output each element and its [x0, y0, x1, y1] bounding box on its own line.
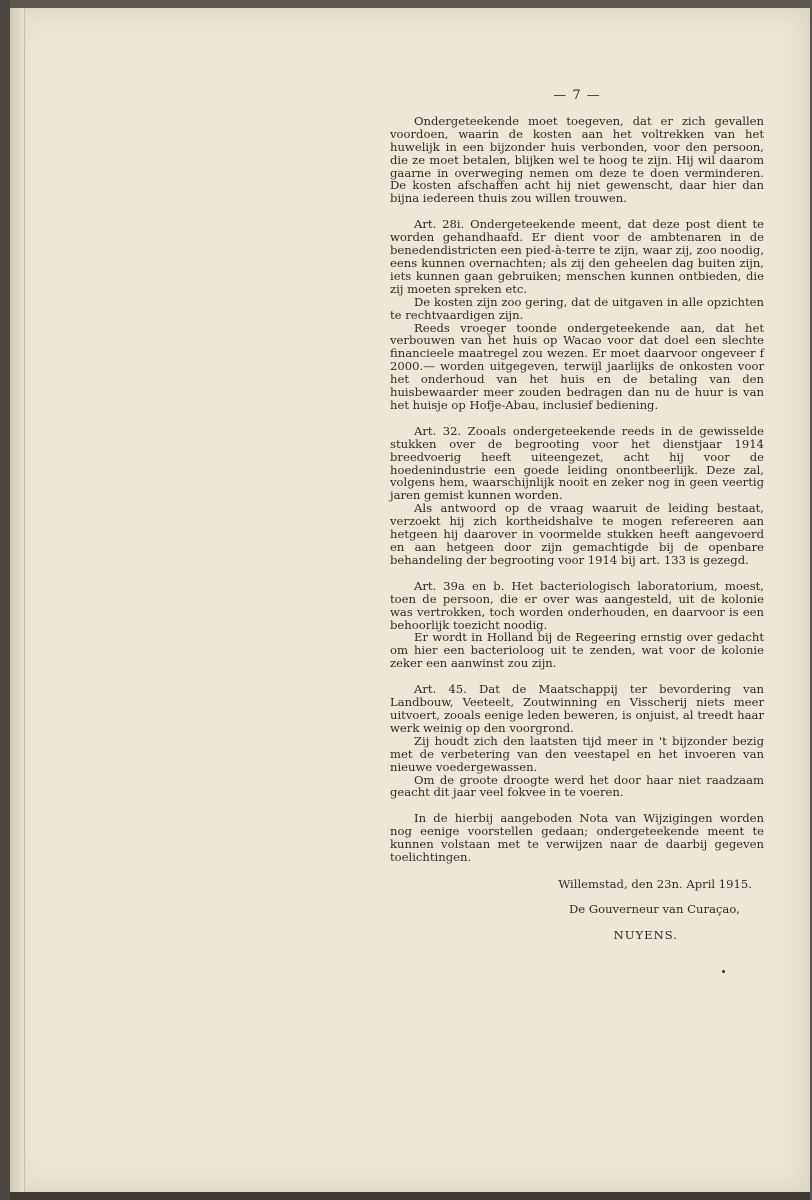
- page-binding-edge: [10, 8, 25, 1192]
- paragraph-art-39: Art. 39a en b. Het bacteriologisch laboratorium, moest, toen de persoon, die er over was aangesteld, uit de kolonie was vertrokken, toch worden onderhouden, en daarvoor is een behoorlijk toezicht noodig.: [390, 578, 764, 632]
- paragraph-art-28i: Art. 28i. Ondergeteekende meent, dat deze post dient te worden gehandhaafd. Er dient voor de ambtenaren in de benedendistricten een pied-à-terre te zijn, waar zij, zoo noodig, eens kunnen overnachten; als zij den geheelen dag buiten zijn, iets kunnen gaan gebruiken; menschen kunnen ontbieden, die zij moeten spreken etc.: [390, 217, 764, 296]
- text-column: [390, 90, 764, 942]
- paragraph-huwelijk: Ondergeteekende moet toegeven, dat er zich gevallen voordoen, waarin de kosten aan het voltrekken van het huwelijk in een bijzonder huis verbonden, voor den persoon, die ze moet betalen, blijken wel te hoog te zijn. Hij wil daarom gaarne in overweging nemen om deze te doen verminderen. De kosten afschaffen acht hij niet gewenscht, daar hier dan bijna iedereen thuis zou willen trouwen.: [390, 113, 764, 206]
- paragraph-veestapel: Zij houdt zich den laatsten tijd meer in 't bijzonder bezig met de verbetering van den veestapel en het invoeren van nieuwe voedergewassen.: [390, 733, 764, 774]
- paragraph-art-45: Art. 45. Dat de Maatschappij ter bevordering van Landbouw, Veeteelt, Zoutwinning en Visscherij niets meer uitvoert, zooals eenige leden beweren, is onjuist, al treedt haar werk weinig op den voorgrond.: [390, 682, 764, 735]
- paragraph-art-32: Art. 32. Zooals ondergeteekende reeds in de gewisselde stukken over de begrooting voor het dienstjaar 1914 breedvoerig heeft uiteengezet, acht hij voor de hoedenindustrie een goede leiding onontbeerlijk. Deze zal, volgens hem, waarschijnlijk nooit en zeker nog in geen veertig jaren gemist kunnen worden.: [390, 423, 764, 503]
- paragraph-kosten: De kosten zijn zoo gering, dat de uitgaven in alle opzichten te rechtvaardigen zijn.: [390, 294, 764, 322]
- place-date: Willemstad, den 23n. April 1915.: [558, 876, 752, 891]
- scan-bottom-edge: [10, 1192, 810, 1200]
- ink-speck: [722, 970, 725, 973]
- page-number: — 7 —: [553, 88, 601, 103]
- paragraph-droogte: Om de groote droogte werd het door haar niet raadzaam geacht dit jaar veel fokvee in te voeren.: [390, 772, 764, 800]
- paragraph-wacao: Reeds vroeger toonde ondergeteekende aan, dat het verbouwen van het huis op Wacao voor dat doel een slechte financieele maatregel zou wezen. Er moet daarvoor ongeveer f 2000.— worden uitgegeven, terwijl jaarlijks de onkosten voor het onderhoud van het huis en de betaling van den huisbewaarder meer zouden bedragen dan nu de huur is van het huisje op Hofje-Abau, inclusief bediening.: [390, 320, 764, 412]
- paragraph-bacterioloog: Er wordt in Holland bij de Regeering ernstig over gedacht om hier een bacterioloog uit te zenden, wat voor de kolonie zeker een aanwinst zou zijn.: [390, 630, 764, 671]
- signatory-title: De Gouverneur van Curaçao,: [568, 901, 740, 916]
- paragraph-leiding: Als antwoord op de vraag waaruit de leiding bestaat, verzoekt hij zich kortheidshalve te mogen refereeren aan hetgeen hij daarover in voormelde stukken heeft aangevoerd en aan hetgeen door zijn gemachtigde bij de openbare behandeling der begrooting voor 1914 bij art. 133 is gezegd.: [390, 501, 764, 567]
- scan-left-edge: [0, 0, 10, 1200]
- paragraph-nota-wijzigingen: In de hierbij aangeboden Nota van Wijzigingen worden nog eenige voorstellen gedaan; ondergeteekende meent te kunnen volstaan met te verwijzen naar de daarbij gegeven toelichtingen.: [390, 811, 764, 865]
- signatory-name: NUYENS.: [613, 927, 678, 942]
